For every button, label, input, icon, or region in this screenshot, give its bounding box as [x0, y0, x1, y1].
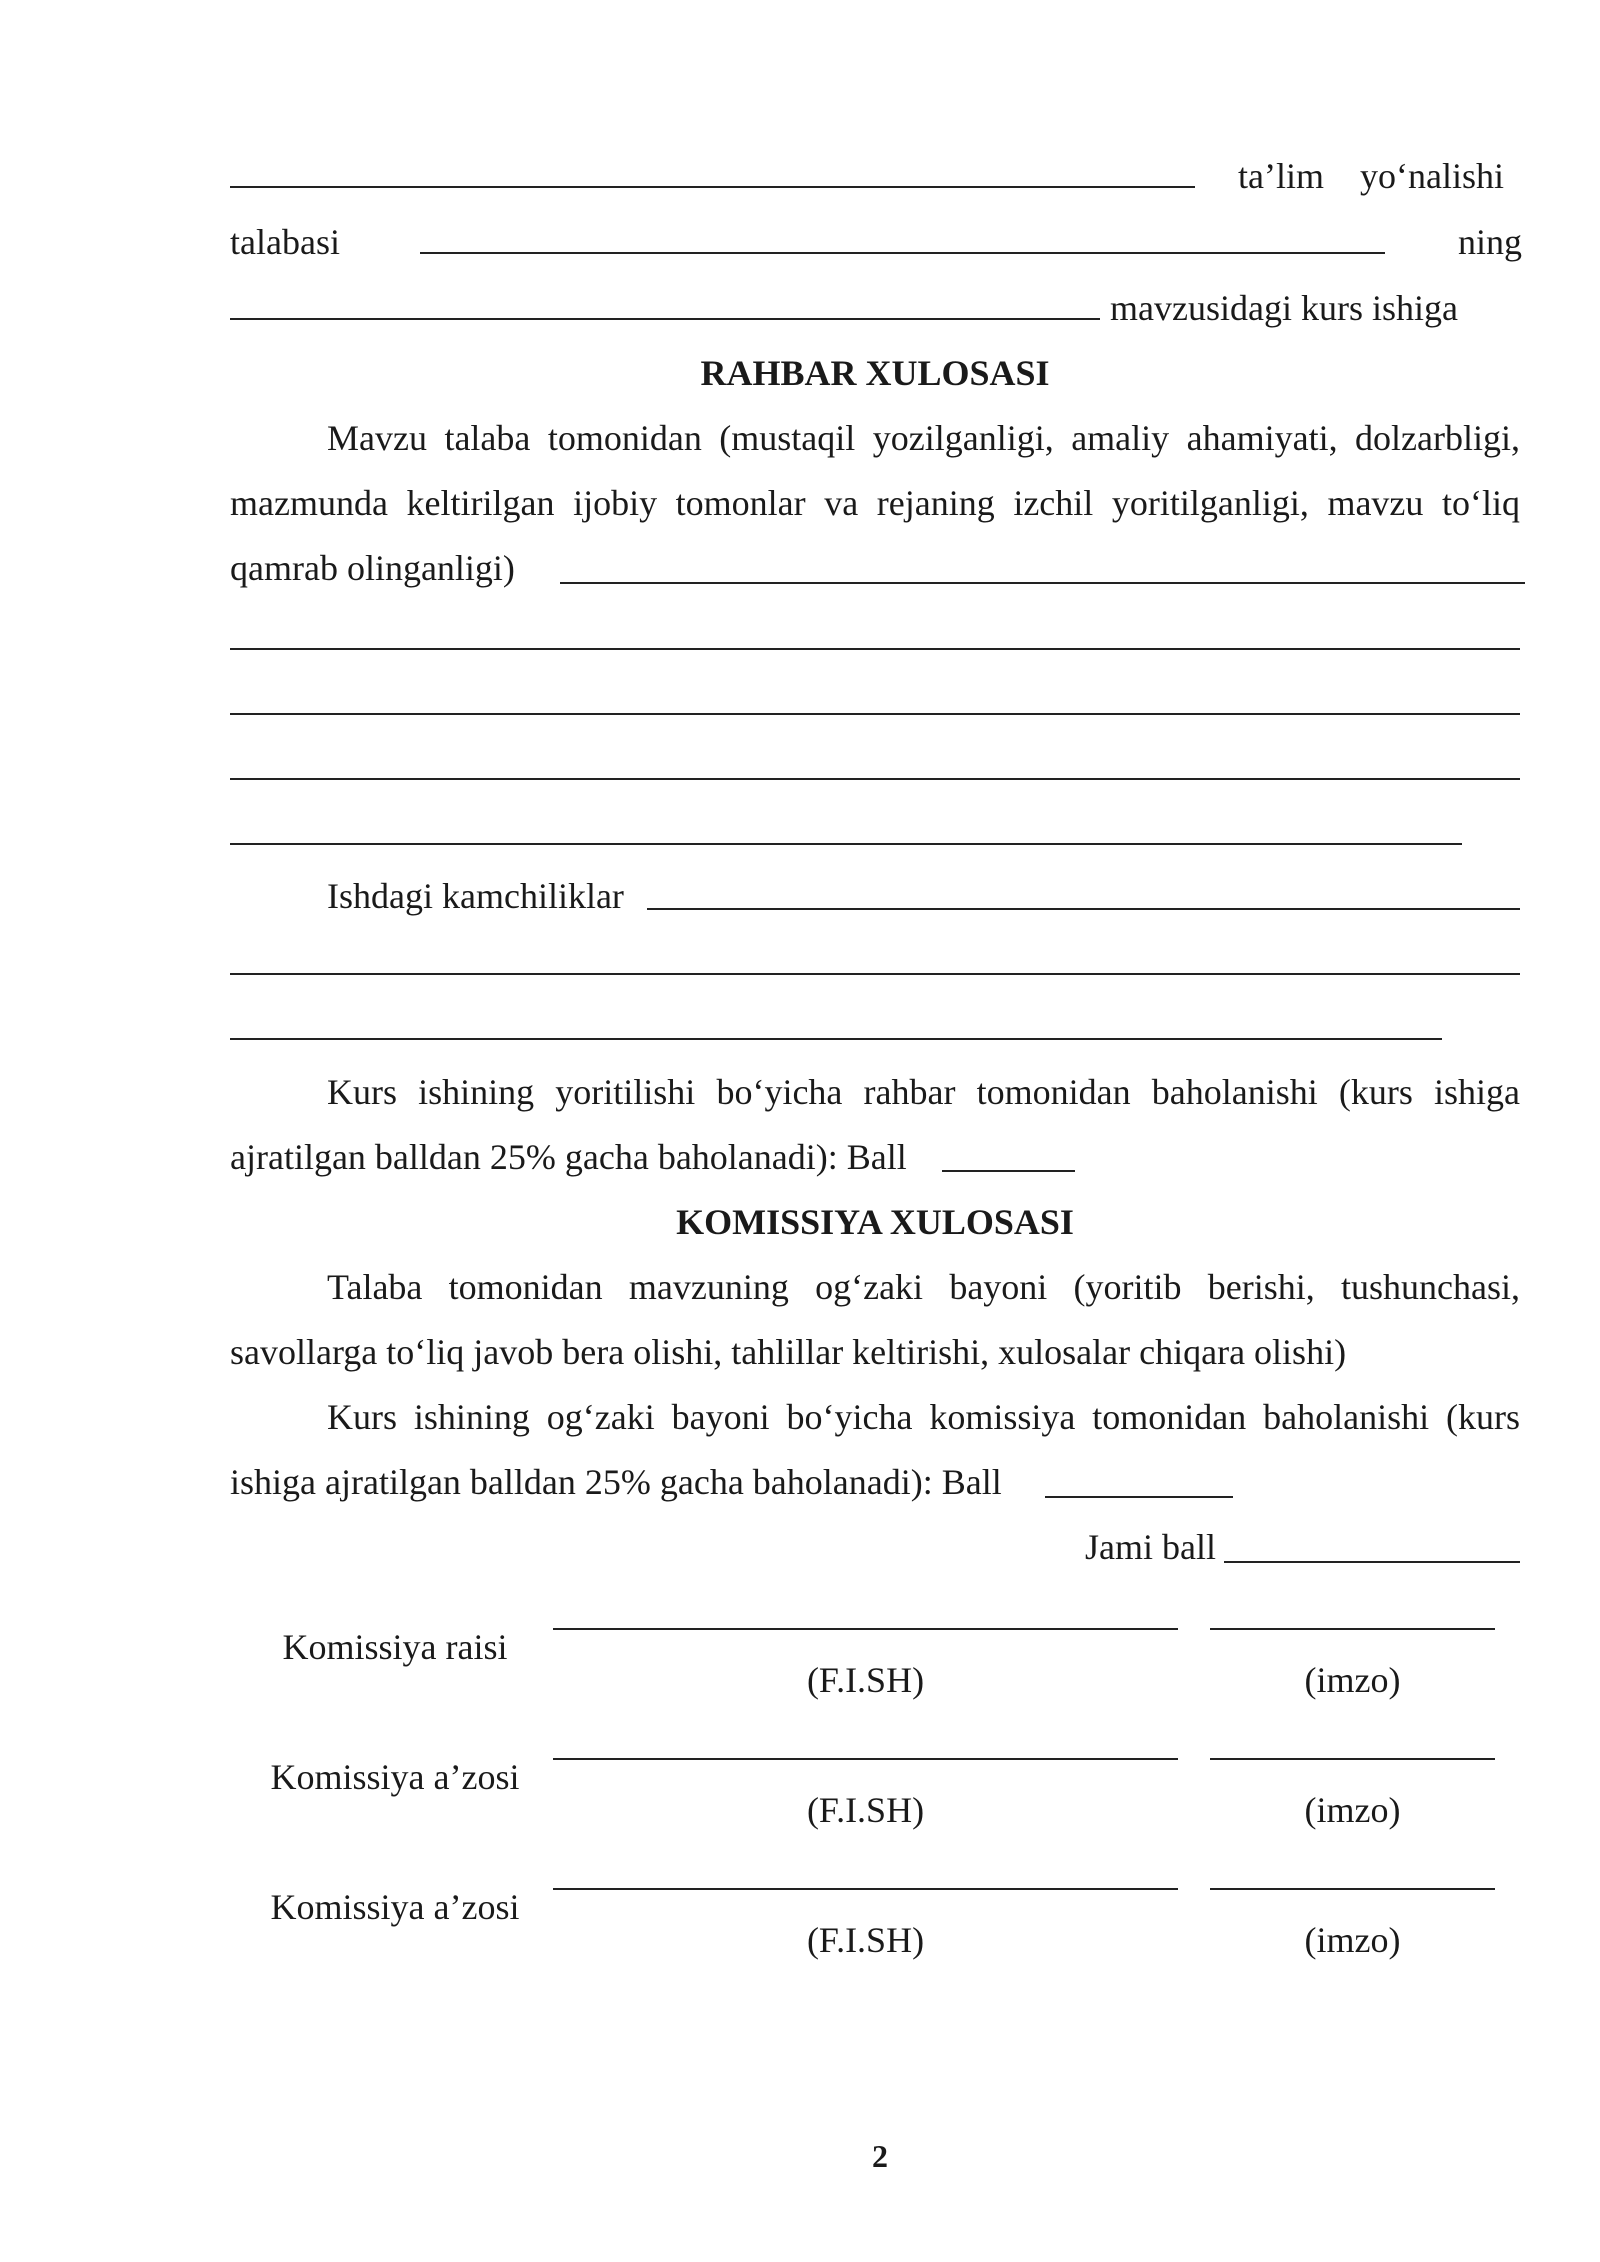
- student-name-blank[interactable]: [420, 252, 1385, 254]
- member1-name-line[interactable]: [553, 1758, 1178, 1760]
- shortcomings-label: Ishdagi kamchiliklar: [327, 876, 624, 916]
- signature-role-chair: Komissiya raisi: [282, 1627, 508, 1667]
- komissiya-paragraph-line2: savollarga to‘liq javob bera olishi, tahlillar keltirishi, xulosalar chiqara olishi): [230, 1332, 1347, 1372]
- rahbar-grade-line1: Kurs ishining yoritilishi bo‘yicha rahbar tomonidan baholanishi (kurs ishiga: [327, 1072, 1520, 1112]
- komissiya-grade-line1: Kurs ishining og‘zaki bayoni bo‘yicha komissiya tomonidan baholanishi (kurs: [327, 1397, 1520, 1437]
- signature-role-member-1: Komissiya a’zosi: [270, 1757, 520, 1797]
- rahbar-ball-blank[interactable]: [942, 1170, 1075, 1172]
- shortcomings-blank-2[interactable]: [230, 973, 1520, 975]
- chair-name-line[interactable]: [553, 1628, 1178, 1630]
- member1-signature-line[interactable]: [1210, 1758, 1495, 1760]
- member1-signature-caption: (imzo): [1304, 1790, 1401, 1830]
- rahbar-paragraph-line1: Mavzu talaba tomonidan (mustaqil yozilganligi, amaliy ahamiyati, dolzarbligi,: [327, 418, 1520, 458]
- komissiya-paragraph-line1: Talaba tomonidan mavzuning og‘zaki bayoni (yoritib berishi, tushunchasi,: [327, 1267, 1520, 1307]
- komissiya-heading: KOMISSIYA XULOSASI: [676, 1202, 1074, 1242]
- student-suffix: ning: [1458, 222, 1523, 262]
- rahbar-assessment-blank-2[interactable]: [230, 648, 1520, 650]
- rahbar-paragraph-line2: mazmunda keltirilgan ijobiy tomonlar va rejaning izchil yoritilganligi, mavzu to‘liq: [230, 483, 1520, 523]
- rahbar-assessment-blank-5[interactable]: [230, 843, 1462, 845]
- komissiya-ball-blank[interactable]: [1045, 1496, 1233, 1498]
- program-label: ta’lim yo‘nalishi: [1238, 156, 1504, 196]
- rahbar-assessment-blank-3[interactable]: [230, 713, 1520, 715]
- chair-signature-caption: (imzo): [1304, 1660, 1401, 1700]
- program-blank[interactable]: [230, 186, 1195, 188]
- chair-signature-line[interactable]: [1210, 1628, 1495, 1630]
- signature-role-member-2: Komissiya a’zosi: [270, 1887, 520, 1927]
- topic-suffix: mavzusidagi kurs ishiga: [1110, 288, 1458, 328]
- topic-blank[interactable]: [230, 318, 1100, 320]
- rahbar-heading: RAHBAR XULOSASI: [700, 353, 1050, 393]
- shortcomings-blank-3[interactable]: [230, 1038, 1442, 1040]
- rahbar-grade-line2: ajratilgan balldan 25% gacha baholanadi): Ball: [230, 1137, 907, 1177]
- komissiya-grade-line2: ishiga ajratilgan balldan 25% gacha baholanadi): Ball: [230, 1462, 1002, 1502]
- chair-name-caption: (F.I.SH): [806, 1660, 925, 1700]
- rahbar-assessment-blank-4[interactable]: [230, 778, 1520, 780]
- student-label: talabasi: [230, 222, 340, 262]
- total-score-label: Jami ball: [1085, 1527, 1216, 1567]
- member1-name-caption: (F.I.SH): [806, 1790, 925, 1830]
- page-number: 2: [872, 2138, 888, 2174]
- rahbar-paragraph-line3: qamrab olinganligi): [230, 548, 515, 588]
- member2-signature-caption: (imzo): [1304, 1920, 1401, 1960]
- rahbar-assessment-blank-1[interactable]: [560, 582, 1525, 584]
- member2-name-line[interactable]: [553, 1888, 1178, 1890]
- member2-name-caption: (F.I.SH): [806, 1920, 925, 1960]
- member2-signature-line[interactable]: [1210, 1888, 1495, 1890]
- shortcomings-blank-1[interactable]: [647, 908, 1520, 910]
- total-score-blank[interactable]: [1224, 1561, 1520, 1563]
